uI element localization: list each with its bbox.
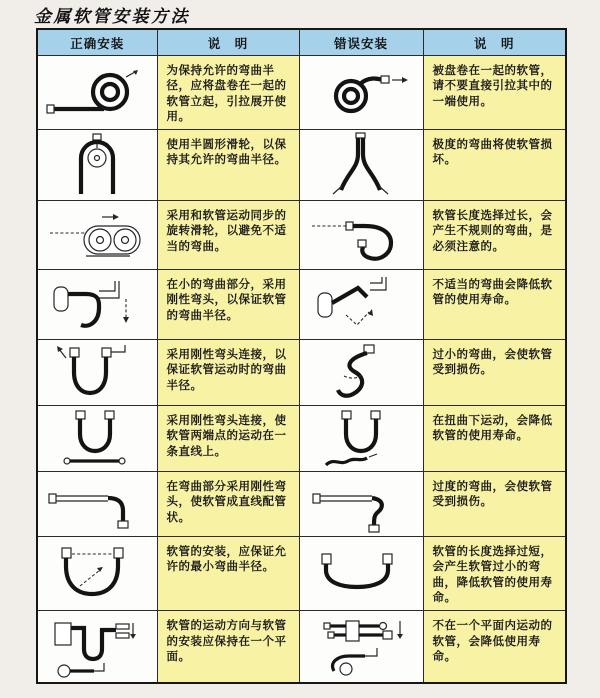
description-wrong: 过度的弯曲，会使软管受到损伤。 bbox=[423, 472, 566, 537]
figure-hose-too-small-s-bend bbox=[299, 340, 423, 406]
description-wrong: 不适当的弯曲会降低软管的使用寿命。 bbox=[423, 270, 566, 340]
description-correct: 在小的弯曲部分，采用刚性弯头，以保证软管的弯曲半径。 bbox=[157, 270, 299, 340]
description-correct: 使用半圆形滑轮，以保持其允许的弯曲半径。 bbox=[157, 130, 299, 201]
table-row bbox=[37, 406, 566, 472]
figure-hose-rigid-elbow-connection-u-bend bbox=[37, 340, 157, 406]
installation-guide-table bbox=[36, 28, 567, 684]
figure-hose-extreme-hanging-bend bbox=[299, 130, 423, 201]
table-row bbox=[37, 130, 566, 201]
description-correct: 在弯曲部分采用刚性弯头，使软管成直线配管状。 bbox=[157, 472, 299, 537]
description-correct: 软管的运动方向与软管的安装应保持在一个平面。 bbox=[157, 611, 299, 683]
figure-hose-u-shape-twisted-motion bbox=[299, 406, 423, 472]
figure-hose-rigid-elbow-at-small-bend bbox=[37, 270, 157, 340]
description-wrong: 软管的长度选择过短，会产生软管过小的弯曲，降低软管的使用寿命。 bbox=[423, 537, 566, 611]
figure-hose-motion-out-of-plane bbox=[299, 611, 423, 683]
table-row bbox=[37, 270, 566, 340]
description-wrong: 在扭曲下运动，会降低软管的使用寿命。 bbox=[423, 406, 566, 472]
table-row bbox=[37, 611, 566, 683]
figure-hose-too-long-irregular-loop bbox=[299, 201, 423, 270]
figure-hose-overbent-corner bbox=[299, 472, 423, 537]
description-correct: 采用刚性弯头连接，使软管两端点的运动在一条直线上。 bbox=[157, 406, 299, 472]
description-wrong: 极度的弯曲将使软管损坏。 bbox=[423, 130, 566, 201]
figure-hose-coil-pulled-by-one-end bbox=[299, 56, 423, 130]
figure-hose-minimum-bend-radius-u bbox=[37, 537, 157, 611]
description-correct: 软管的安装，应保证允许的最小弯曲半径。 bbox=[157, 537, 299, 611]
header-description-right: 说 明 bbox=[423, 29, 566, 56]
figure-hose-improper-sharp-bend bbox=[299, 270, 423, 340]
description-correct: 为保持允许的弯曲半径，应将盘卷在一起的软管立起，引拉展开使用。 bbox=[157, 56, 299, 130]
figure-hose-on-synchronized-rotating-pulleys bbox=[37, 201, 157, 270]
header-description-left: 说 明 bbox=[157, 29, 299, 56]
figure-hose-coil-stood-up-and-unrolled bbox=[37, 56, 157, 130]
description-wrong: 过小的弯曲，会使软管受到损伤。 bbox=[423, 340, 566, 406]
table-row bbox=[37, 472, 566, 537]
header-row bbox=[37, 29, 566, 56]
table-row bbox=[37, 340, 566, 406]
description-correct: 采用刚性弯头连接，以保证软管运动时的弯曲半径。 bbox=[157, 340, 299, 406]
description-wrong: 被盘卷在一起的软管，请不要直接引拉其中的一端使用。 bbox=[423, 56, 566, 130]
description-wrong: 不在一个平面内运动的软管，会降低使用寿命。 bbox=[423, 611, 566, 683]
figure-hose-too-short-taut-bend bbox=[299, 537, 423, 611]
figure-hose-u-shape-endpoints-inline bbox=[37, 406, 157, 472]
table-row bbox=[37, 201, 566, 270]
page-title: 金属软管安装方法 bbox=[34, 7, 190, 27]
figure-hose-motion-kept-in-one-plane bbox=[37, 611, 157, 683]
description-wrong: 软管长度选择过长，会产生不规则的弯曲，是必须注意的。 bbox=[423, 201, 566, 270]
header-wrong-installation: 错误安装 bbox=[299, 29, 423, 56]
table-row bbox=[37, 56, 566, 130]
figure-hose-straight-run-with-rigid-elbow bbox=[37, 472, 157, 537]
header-correct-installation: 正确安装 bbox=[37, 29, 157, 56]
table-row bbox=[37, 537, 566, 611]
description-correct: 采用和软管运动同步的旋转滑轮，以避免不适当的弯曲。 bbox=[157, 201, 299, 270]
figure-hose-over-semicircular-pulley bbox=[37, 130, 157, 201]
